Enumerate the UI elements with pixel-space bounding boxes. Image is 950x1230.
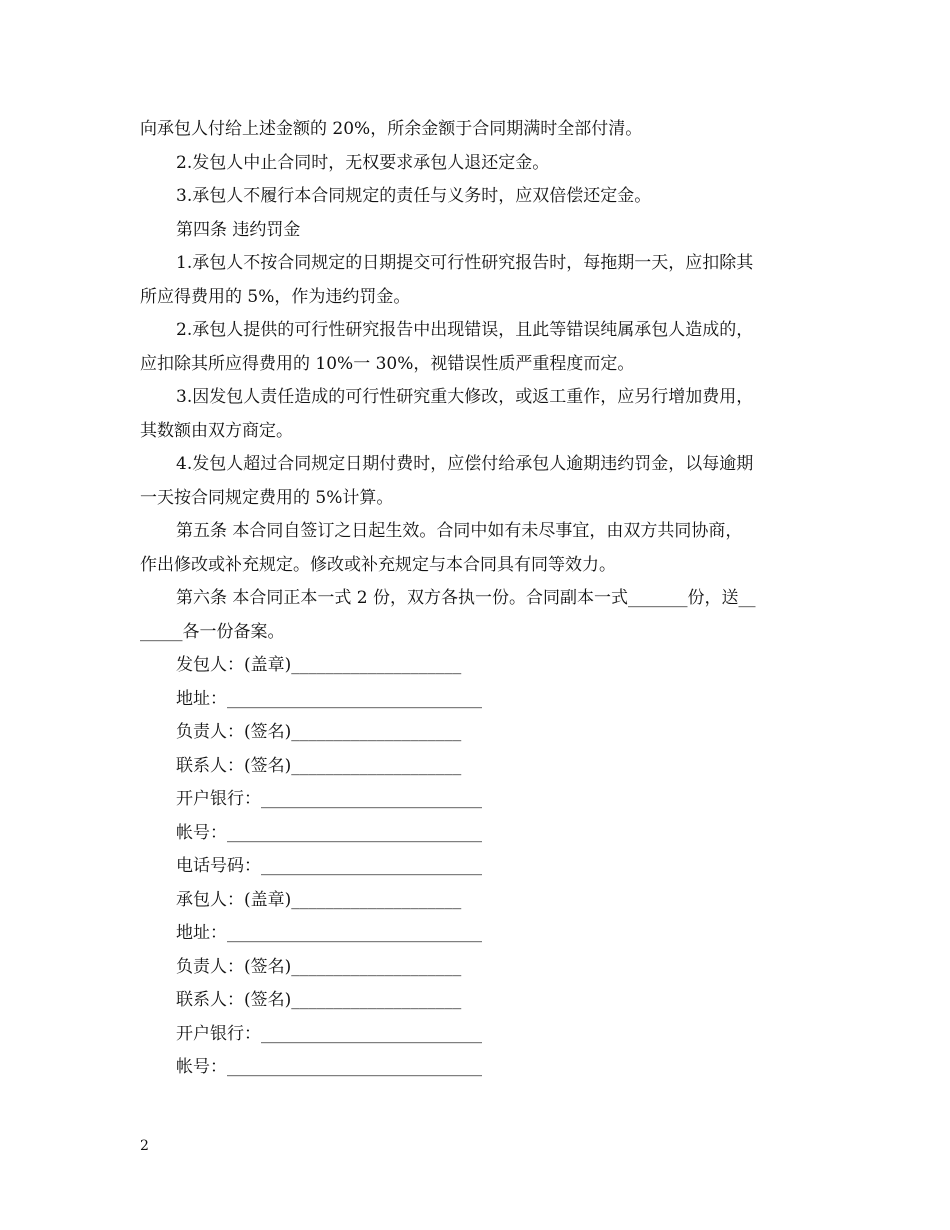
penalty-clause-3-line-2: 其数额由双方商定。 bbox=[140, 420, 293, 441]
contractor-contact-field: 联系人：(签名)____________________ bbox=[176, 990, 462, 1010]
contract-body bbox=[140, 113, 820, 1085]
penalty-clause-4-line-1: 4.发包人超过合同规定日期付费时，应偿付给承包人逾期违约罚金，以每逾期 bbox=[176, 454, 754, 474]
article-4-heading: 第四条 违约罚金 bbox=[176, 219, 301, 240]
contractor-account-field: 帐号：______________________________ bbox=[176, 1057, 482, 1077]
article-6-line-2: _____各一份备案。 bbox=[140, 621, 285, 642]
penalty-clause-2-line-2: 应扣除其所应得费用的 10%一 30%，视错误性质严重程度而定。 bbox=[140, 353, 635, 374]
article-6-line-1: 第六条 本合同正本一式 2 份，双方各执一份。合同副本一式_______份，送__ bbox=[176, 588, 756, 608]
employer-seal-field: 发包人：(盖章)____________________ bbox=[176, 655, 462, 675]
employer-principal-field: 负责人：(签名)____________________ bbox=[176, 722, 462, 742]
payment-clause-continuation: 向承包人付给上述金额的 20%，所余金额于合同期满时全部付清。 bbox=[140, 119, 643, 139]
employer-bank-field: 开户银行：__________________________ bbox=[176, 789, 482, 809]
article-5-line-1: 第五条 本合同自签订之日起生效。合同中如有未尽事宜，由双方共同协商， bbox=[176, 521, 743, 541]
penalty-clause-1-line-1: 1.承包人不按合同规定的日期提交可行性研究报告时，每拖期一天，应扣除其 bbox=[176, 253, 754, 273]
employer-contact-field: 联系人：(签名)____________________ bbox=[176, 755, 462, 776]
contractor-signature-block bbox=[140, 884, 820, 1085]
penalty-clause-2-line-1: 2.承包人提供的可行性研究报告中出现错误，且此等错误纯属承包人造成的， bbox=[176, 320, 754, 340]
contractor-principal-field: 负责人：(签名)____________________ bbox=[176, 956, 462, 977]
contractor-address-field: 地址：______________________________ bbox=[176, 923, 482, 943]
page-number: 2 bbox=[140, 1138, 149, 1154]
penalty-clause-3-line-1: 3.因发包人责任造成的可行性研究重大修改，或返工重作，应另行增加费用， bbox=[176, 387, 754, 407]
employer-signature-block bbox=[140, 649, 820, 884]
employer-account-field: 帐号：______________________________ bbox=[176, 822, 482, 843]
deposit-clause-2: 2.发包人中止合同时，无权要求承包人退还定金。 bbox=[176, 152, 550, 173]
contractor-seal-field: 承包人：(盖章)____________________ bbox=[176, 889, 462, 910]
penalty-clause-4-line-2: 一天按合同规定费用的 5%计算。 bbox=[140, 487, 394, 508]
article-5-line-2: 作出修改或补充规定。修改或补充规定与本合同具有同等效力。 bbox=[140, 554, 616, 575]
employer-phone-field: 电话号码：__________________________ bbox=[176, 856, 482, 876]
employer-address-field: 地址：______________________________ bbox=[176, 688, 482, 709]
contractor-bank-field: 开户银行：__________________________ bbox=[176, 1023, 482, 1044]
deposit-clause-3: 3.承包人不履行本合同规定的责任与义务时，应双倍偿还定金。 bbox=[176, 186, 652, 206]
penalty-clause-1-line-2: 所应得费用的 5%，作为违约罚金。 bbox=[140, 286, 411, 307]
